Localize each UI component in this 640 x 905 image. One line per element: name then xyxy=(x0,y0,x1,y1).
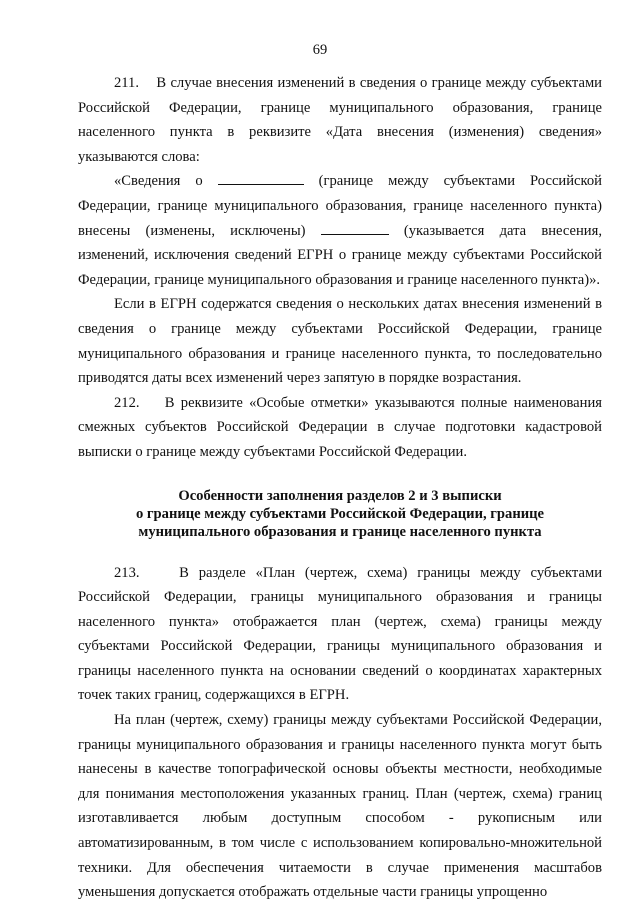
paragraph-quote xyxy=(78,169,602,292)
section-heading xyxy=(78,487,602,541)
paragraph-plan: На план (чертеж, схему) границы между субъектами Российской Федерации, границы муниципального образования и границы населенного пункта могут быть нанесены в качестве топографической основы объекты местности, необходимые для понимания местоположения указанных границ. План (чертеж, схема) границ изготавливается любым доступным способом - рукописным или автоматизированным, в том числе с использованием копировально-множительной техники. Для обеспечения читаемости в случае применения масштабов уменьшения допускается отображать отдельные части границы упрощенно xyxy=(78,712,602,901)
paragraph-211: 211. В случае внесения изменений в сведения о границе между субъектами Российской Федерации, границе муниципального образования, границе населенного пункта в реквизите «Дата внесения (изменения) сведения» указываются слова: xyxy=(78,75,602,165)
heading-line-1: Особенности заполнения разделов 2 и 3 выписки xyxy=(178,487,502,504)
paragraph-213: 213. В разделе «План (чертеж, схема) границы между субъектами Российской Федерации, границы муниципального образования и границы населенного пункта» отображается план (чертеж, схема) границы между субъектами Российской Федерации, границы муниципального образования и границы населенного пункта на основании сведений о координатах характерных точек таких границ, содержащихся в ЕГРН. xyxy=(78,564,602,704)
blank-line-date xyxy=(321,220,389,235)
document-body xyxy=(78,71,602,905)
quote-start: «Сведения о xyxy=(114,173,203,190)
blank-line xyxy=(218,170,304,185)
heading-line-3: муниципального образования и границе населенного пункта xyxy=(138,523,542,540)
paragraph-212: 212. В реквизите «Особые отметки» указываются полные наименования смежных субъектов Российской Федерации в случае подготовки кадастровой выписки о границе между субъектами Российской Федерации. xyxy=(78,394,602,460)
heading-line-2: о границе между субъектами Российской Федерации, границе xyxy=(135,505,545,522)
paragraph-multiple-dates: Если в ЕГРН содержатся сведения о нескольких датах внесения изменений в сведения о границе между субъектами Российской Федерации, границе муниципального образования и границе населенного пункта, то последовательно приводятся даты всех изменений через запятую в порядке возрастания. xyxy=(78,296,602,387)
page-number: 69 xyxy=(312,42,328,58)
quote-end: (указывается дата внесения, изменений, исключения сведений ЕГРН о границе между субъектами Российской Федерации, границе муниципального образования и границе населенного пункта)». xyxy=(78,222,602,288)
quote-middle: (границе между субъектами Российской Федерации, границе муниципального образования, границе населенного пункта) внесены (изменены, исключены) xyxy=(78,173,602,239)
